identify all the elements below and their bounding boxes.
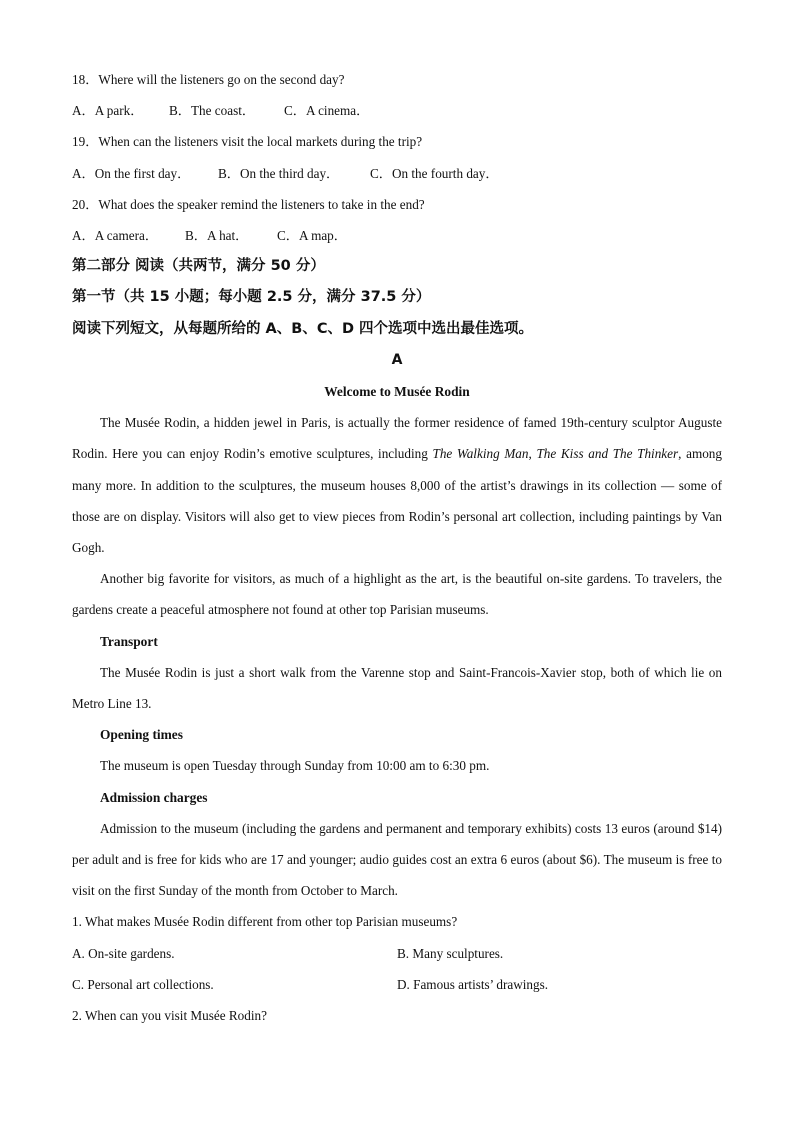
option-b: B．The coast．: [169, 103, 256, 119]
reading-question-1: 1. What makes Musée Rodin different from other top Parisian museums?: [72, 914, 458, 930]
passage-letter: A: [391, 351, 403, 368]
question-19-options: [72, 158, 722, 189]
option-a: A．On the first day．: [72, 165, 191, 181]
separator: ,: [528, 446, 537, 462]
option-c: C．On the fourth day．: [370, 165, 499, 181]
exam-page: [72, 64, 722, 1031]
passage-paragraph-1: [72, 407, 722, 563]
option-a: A．A park．: [72, 103, 144, 119]
transport-heading: Transport: [100, 633, 158, 649]
reading-question-1-options-row-2: [72, 969, 722, 1000]
section-instruction: 阅读下列短文，从每题所给的 A、B、C、D 四个选项中选出最佳选项。: [72, 320, 534, 337]
option-b: B．On the third day．: [218, 165, 340, 181]
option-b: B. Many sculptures.: [397, 945, 504, 961]
question-20-options: [72, 220, 722, 251]
option-c: C. Personal art collections.: [72, 976, 214, 992]
passage-title: Welcome to Musée Rodin: [324, 384, 470, 400]
question-18-options: [72, 95, 722, 126]
subsection-title: 第一节（共 15 小题；每小题 2.5 分，满分 37.5 分）: [72, 289, 431, 306]
opening-text: The museum is open Tuesday through Sunday from 10:00 am to 6:30 pm.: [100, 758, 490, 774]
transport-text: The Musée Rodin is just a short walk from the Varenne stop and Saint-Francois-Xavier stop, both of which lie on Metro Line 13.: [72, 664, 722, 712]
paragraph-text: , among many more. In addition to the sculptures, the museum houses 8,000 of the artist’s drawings in its collection — some of those are on display. Visitors will also get to view pieces from Rodin’s personal art collection, including paintings by Van Gogh.: [72, 446, 722, 556]
option-c: C．A cinema．: [284, 103, 370, 119]
part-title: 第二部分 阅读（共两节，满分 50 分）: [72, 258, 325, 275]
work-title: The Kiss and The Thinker: [536, 446, 679, 462]
admission-text: Admission to the museum (including the gardens and permanent and temporary exhibits) costs 13 euros (around $14) per adult and is free for kids who are 17 and younger; audio guides cost an extra 6 euros (about $6). The museum is free to visit on the first Sunday of the month from October to March.: [72, 820, 722, 899]
question-20: 20．What does the speaker remind the listeners to take in the end?: [72, 196, 425, 212]
option-c: C．A map．: [277, 228, 347, 244]
question-18: 18．Where will the listeners go on the second day?: [72, 72, 345, 87]
opening-heading: Opening times: [100, 727, 183, 743]
option-a: A．A camera．: [72, 228, 159, 244]
option-a: A. On-site gardens.: [72, 945, 175, 961]
paragraph-text: The Musée Rodin, a hidden jewel in Paris, is actually the former residence of famed 19th-century sculptor Auguste Rodin. Here you can enjoy Rodin’s emotive sculptures, including: [72, 415, 722, 462]
passage-paragraph-2: Another big favorite for visitors, as much of a highlight as the art, is the beautiful on-site gardens. To travelers, the gardens create a peaceful atmosphere not found at other top Parisian museums.: [72, 571, 722, 618]
question-19: 19．When can the listeners visit the local markets during the trip?: [72, 134, 423, 150]
admission-heading: Admission charges: [100, 789, 208, 805]
option-d: D. Famous artists’ drawings.: [397, 976, 549, 992]
work-title: The Walking Man: [432, 446, 529, 462]
option-b: B．A hat．: [185, 228, 249, 244]
reading-question-1-options-row-1: [72, 938, 722, 969]
reading-question-2: 2. When can you visit Musée Rodin?: [72, 1008, 267, 1024]
